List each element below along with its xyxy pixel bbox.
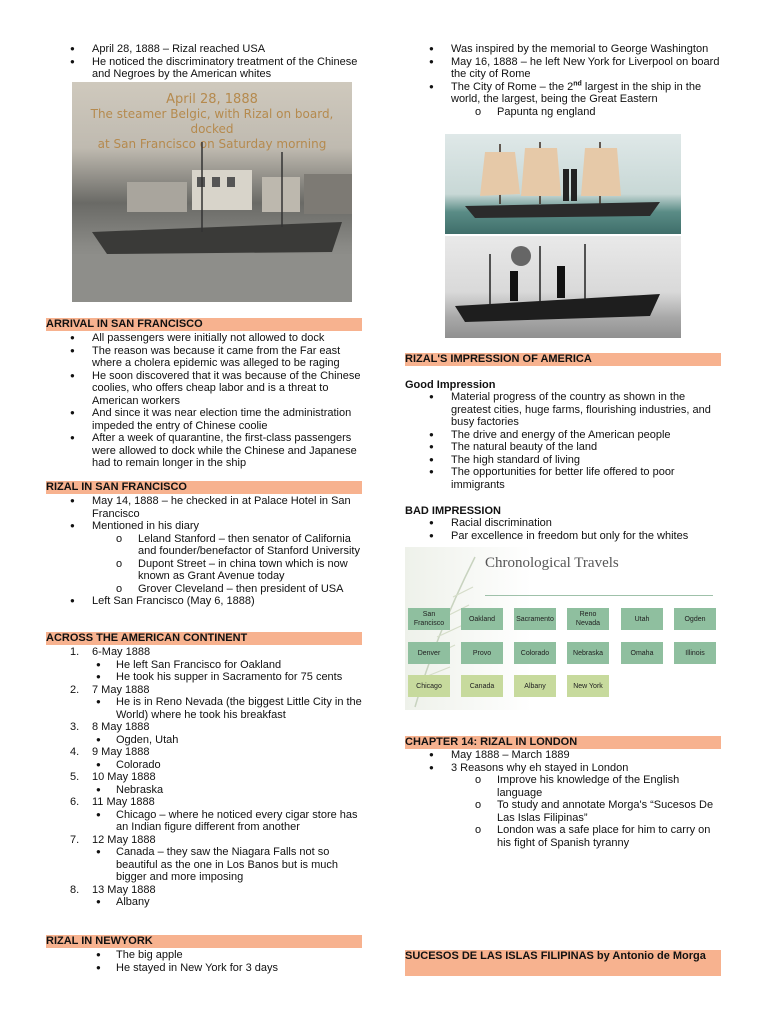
steamship-illustration — [445, 236, 681, 338]
list-item: ● May 16, 1888 – he left New York for Liverpool on board the city of Rome — [405, 56, 721, 81]
list-item: ● Was inspired by the memorial to George Washington — [405, 43, 721, 56]
item-number: 2. — [70, 683, 80, 696]
item-number: 8. — [70, 883, 80, 896]
list-item: ● Par excellence in freedom but only for the whites — [405, 530, 721, 543]
travel-stop: Ogden — [674, 608, 716, 630]
list-item: ● Racial discrimination — [405, 517, 721, 530]
list-item: ● Colorado — [46, 759, 362, 772]
list-item: ● The drive and energy of the American people — [405, 429, 721, 442]
right-intro — [405, 43, 721, 118]
london-section — [405, 749, 721, 849]
photo-caption: April 28, 1888 The steamer Belgic, with Rizal on board, docked at San Francisco on Saturday morning — [90, 92, 334, 151]
heading-impression: RIZAL'S IMPRESSION OF AMERICA — [405, 353, 721, 366]
list-item: ● He left San Francisco for Oakland — [46, 659, 362, 672]
item-number: 1. — [70, 646, 80, 658]
item-date: 12 May 1888 — [92, 833, 156, 846]
travel-stop: Illinois — [674, 642, 716, 664]
list-item: o To study and annotate Morga's “Sucesos De Las Islas Filipinas” — [405, 799, 721, 824]
city-of-rome-painting — [445, 134, 681, 234]
chronological-travels-diagram — [405, 547, 721, 710]
travel-stop: Nebraska — [567, 642, 609, 664]
list-item: ● The high standard of living — [405, 454, 721, 467]
list-item: o London was a safe place for him to carry on his fight of Spanish tyranny — [405, 824, 721, 849]
travel-stop: Omaha — [621, 642, 663, 664]
bad-impression-label: BAD IMPRESSION — [405, 505, 501, 517]
sailing-ship-illustration — [445, 134, 681, 234]
item-date: 11 May 1888 — [92, 796, 155, 808]
travel-stop: Sacramento — [514, 608, 556, 630]
list-item: ● The natural beauty of the land — [405, 441, 721, 454]
travel-stop: Colorado — [514, 642, 556, 664]
list-item: ● After a week of quarantine, the first-class passengers were allowed to dock while the Chinese and Japanese had to remain longer in the ship — [46, 432, 362, 470]
list-item: ● He took his supper in Sacramento for 75 cents — [46, 671, 362, 684]
newyork-list — [46, 949, 362, 974]
list-item: ● May 1888 – March 1889 — [405, 749, 721, 762]
item-date: 8 May 1888 — [92, 721, 150, 733]
item-number: 7. — [70, 833, 80, 846]
item-date: 10 May 1888 — [92, 771, 156, 783]
list-item: ● The opportunities for better life offered to poor immigrants — [405, 466, 721, 491]
bad-impression-list — [405, 517, 721, 542]
intro-list — [46, 43, 362, 81]
continent-list — [46, 646, 362, 909]
item-date: 7 May 1888 — [92, 683, 150, 696]
list-item: ● Mentioned in his diary — [46, 520, 362, 533]
item-number: 4. — [70, 746, 80, 758]
list-item: o Papunta ng england — [405, 106, 721, 119]
list-item: ● April 28, 1888 – Rizal reached USA — [46, 43, 362, 56]
travel-stop: Reno Nevada — [567, 608, 609, 630]
arrival-list — [46, 332, 362, 470]
travel-stop: Chicago — [408, 675, 450, 697]
heading-sucesos: SUCESOS DE LAS ISLAS FILIPINAS by Antonio de Morga — [405, 950, 721, 976]
title-underline — [485, 595, 713, 596]
list-item: ● Albany — [46, 896, 362, 909]
item-number: 6. — [70, 796, 80, 808]
travel-stop: New York — [567, 675, 609, 697]
heading-london: CHAPTER 14: RIZAL IN LONDON — [405, 736, 721, 749]
good-impression-label: Good Impression — [405, 379, 496, 391]
item-date: 13 May 1888 — [92, 883, 156, 896]
list-item: ● He is in Reno Nevada (the biggest Little City in the World) where he took his breakfast — [46, 696, 362, 721]
continent-item — [46, 884, 362, 909]
list-item: ● And since it was near election time the administration impeded the entry of Chinese coolie — [46, 407, 362, 432]
item-number: 5. — [70, 771, 80, 783]
harbor-illustration — [72, 82, 352, 302]
list-item: ● He soon discovered that it was because of the Chinese coolies, who offers cheap labor and is a threat to American workers — [46, 370, 362, 408]
list-item: ● He noticed the discriminatory treatment of the Chinese and Negroes by the American whites — [46, 56, 362, 81]
list-item: ● Canada – they saw the Niagara Falls not so beautiful as the one in Los Banos but is much bigger and more imposing — [46, 846, 362, 884]
good-impression-list — [405, 391, 721, 491]
city-of-rome-photo — [445, 236, 681, 338]
list-item: ● All passengers were initially not allowed to dock — [46, 332, 362, 345]
list-item: ● The reason was because it came from the Far east where a cholera epidemic was alleged to be raging — [46, 345, 362, 370]
item-number: 3. — [70, 721, 80, 733]
list-item: o Grover Cleveland – then president of USA — [46, 583, 362, 596]
travel-stop: Oakland — [461, 608, 503, 630]
travel-stop: Denver — [408, 642, 450, 664]
list-item: o Leland Stanford – then senator of California and founder/benefactor of Stanford University — [46, 533, 362, 558]
item-date: 9 May 1888 — [92, 746, 150, 758]
travel-stop: San Francisco — [408, 608, 450, 630]
list-item: ● Ogden, Utah — [46, 734, 362, 747]
list-item: ● The City of Rome – the 2nd largest in the ship in the world, the largest, being the Great Eastern — [405, 81, 721, 106]
travel-stop: Albany — [514, 675, 556, 697]
continent-item — [46, 796, 362, 834]
belgic-photo — [72, 82, 352, 302]
travel-stop: Canada — [461, 675, 503, 697]
list-item: ● May 14, 1888 – he checked in at Palace Hotel in San Francisco — [46, 495, 362, 520]
list-item: ● 3 Reasons why eh stayed in London — [405, 762, 721, 775]
list-item: o Dupont Street – in china town which is now known as Grant Avenue today — [46, 558, 362, 583]
list-item: ● Nebraska — [46, 784, 362, 797]
list-item: ● The big apple — [46, 949, 362, 962]
travels-title: Chronological Travels — [485, 555, 619, 571]
continent-item — [46, 834, 362, 884]
rizal-sf-section — [46, 495, 362, 608]
heading-arrival: ARRIVAL IN SAN FRANCISCO — [46, 318, 362, 331]
list-item: o Improve his knowledge of the English language — [405, 774, 721, 799]
heading-rizal-sf: RIZAL IN SAN FRANCISCO — [46, 481, 362, 494]
continent-item — [46, 746, 362, 771]
continent-item — [46, 771, 362, 796]
heading-newyork: RIZAL IN NEWYORK — [46, 935, 362, 948]
continent-item — [46, 721, 362, 746]
item-date: 6-May 1888 — [92, 646, 151, 658]
continent-item — [46, 684, 362, 722]
list-item: ● He stayed in New York for 3 days — [46, 962, 362, 975]
travel-stop: Provo — [461, 642, 503, 664]
travel-stop: Utah — [621, 608, 663, 630]
list-item: ● Chicago – where he noticed every cigar store has an Indian figure different from another — [46, 809, 362, 834]
list-item: ● Left San Francisco (May 6, 1888) — [46, 595, 362, 608]
list-item: ● Material progress of the country as shown in the greatest cities, huge farms, flourishing industries, and busy factories — [405, 391, 721, 429]
heading-continent: ACROSS THE AMERICAN CONTINENT — [46, 632, 362, 645]
continent-item — [46, 646, 362, 684]
